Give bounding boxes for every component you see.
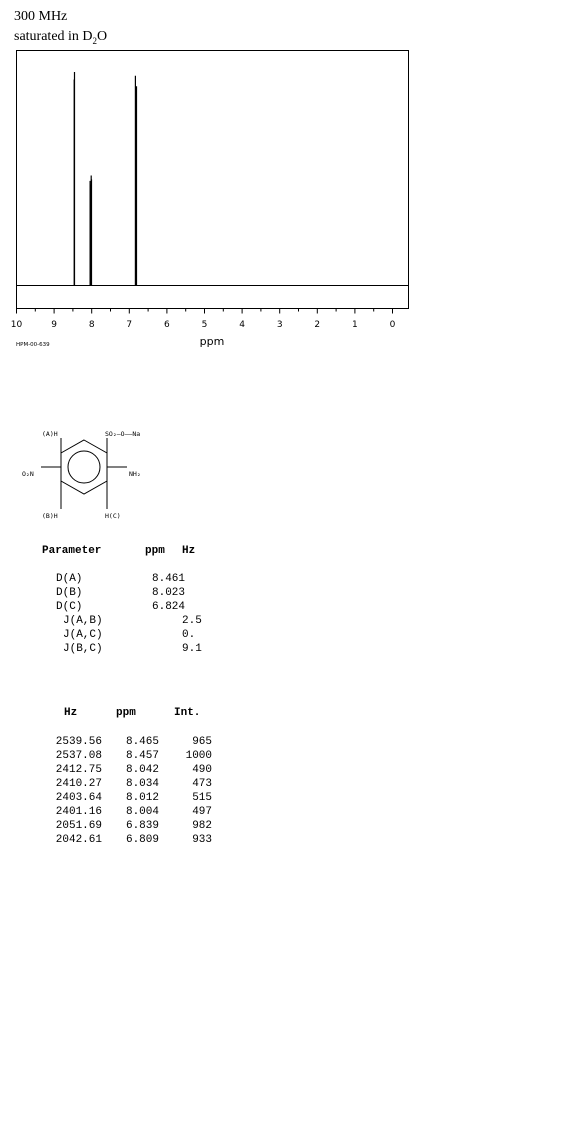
x-tick-label: 0 (389, 320, 396, 330)
label-sulfonate: SO₂—O——Na (105, 430, 141, 438)
peak-int: 473 (192, 778, 212, 790)
label-a: (A)H (42, 430, 58, 438)
peak-ppm: 6.839 (125, 820, 159, 832)
bond-o2n (40, 467, 61, 474)
peak-int: 497 (192, 806, 212, 818)
peak-lines (74, 72, 136, 286)
peak-int: 1000 (185, 750, 212, 762)
parameter-name: J(A,B) (63, 615, 103, 627)
peak-row (49, 833, 219, 847)
x-tick-label: 2 (314, 320, 321, 330)
parameter-ppm: 8.023 (152, 587, 186, 599)
x-tick-label: 7 (126, 320, 133, 330)
solvent-prefix: saturated in D (14, 29, 93, 44)
peak-hz: 2051.69 (55, 820, 102, 832)
peak-ppm: 8.034 (125, 778, 159, 790)
x-tick-label: 4 (239, 320, 245, 330)
parameter-table-header (42, 544, 242, 558)
parameter-row (56, 600, 226, 614)
parameter-name: D(A) (56, 573, 83, 585)
peak-hz: 2410.27 (55, 778, 102, 790)
parameter-row (56, 628, 226, 642)
peak-row (49, 749, 219, 763)
label-c: H(C) (105, 512, 121, 520)
peak-ppm: 8.465 (125, 736, 159, 748)
peak-row (49, 777, 219, 791)
spectrum-id: HPM-00-639 (16, 342, 50, 348)
parameter-hz: 2.5 (182, 615, 202, 627)
label-b: (B)H (42, 512, 58, 520)
aromatic-circle (68, 451, 100, 483)
peak-hz: 2539.56 (55, 736, 102, 748)
x-axis-title: ppm (199, 335, 225, 348)
parameter-name: D(C) (56, 601, 83, 613)
parameter-name: J(A,C) (63, 629, 103, 641)
solvent-subscript: 2 (92, 35, 98, 46)
x-axis-ticks (11, 309, 396, 331)
peak-int: 965 (192, 736, 212, 748)
parameter-hz: 9.1 (182, 643, 202, 655)
solvent-suffix: O (97, 29, 108, 44)
header-hz: Hz (64, 707, 78, 719)
peak-ppm: 8.042 (125, 764, 159, 776)
peak-hz: 2042.61 (55, 834, 102, 846)
parameter-hz: 0. (182, 629, 196, 641)
header-ppm: ppm (145, 545, 165, 557)
x-tick-label: 5 (201, 320, 208, 330)
peak-row (49, 763, 219, 777)
peak-ppm: 8.004 (125, 806, 159, 818)
header-hz: Hz (182, 545, 196, 557)
spectrometer-frequency: 300 MHz (14, 9, 68, 24)
header-int: Int. (174, 707, 201, 719)
molecule-structure (38, 438, 127, 509)
peak-row (49, 735, 219, 749)
parameter-row (56, 572, 226, 586)
peak-row (49, 819, 219, 833)
parameter-ppm: 8.461 (152, 573, 186, 585)
label-amine: NH₂ (129, 470, 141, 478)
parameter-row (56, 586, 226, 600)
parameter-row (56, 614, 226, 628)
peak-row (49, 791, 219, 805)
peak-hz: 2403.64 (55, 792, 102, 804)
parameter-row (56, 642, 226, 656)
peak-ppm: 8.012 (125, 792, 159, 804)
label-nitro: O₂N (22, 470, 34, 478)
x-tick-label: 10 (10, 320, 23, 330)
nmr-spectrum-chart (0, 0, 570, 540)
x-tick-label: 1 (352, 320, 358, 330)
peak-hz: 2537.08 (55, 750, 102, 762)
bond-nitro-line (38, 467, 61, 474)
peak-table-header (64, 706, 224, 720)
peak-ppm: 8.457 (125, 750, 159, 762)
peak-row (49, 805, 219, 819)
header-ppm: ppm (116, 707, 136, 719)
header-parameter: Parameter (42, 545, 102, 557)
peak-ppm: 6.809 (125, 834, 159, 846)
parameter-ppm: 6.824 (152, 601, 186, 613)
peak-int: 515 (192, 792, 212, 804)
parameter-name: J(B,C) (63, 643, 103, 655)
peak-hz: 2412.75 (55, 764, 102, 776)
x-tick-label: 6 (164, 320, 170, 330)
peak-int: 982 (192, 820, 212, 832)
peak-int: 933 (192, 834, 212, 846)
peak-hz: 2401.16 (55, 806, 102, 818)
x-tick-label: 9 (51, 320, 57, 330)
parameter-name: D(B) (56, 587, 83, 599)
x-tick-label: 3 (276, 320, 283, 330)
peak-int: 490 (192, 764, 212, 776)
x-tick-label: 8 (88, 320, 95, 330)
plot-frame (17, 51, 409, 309)
